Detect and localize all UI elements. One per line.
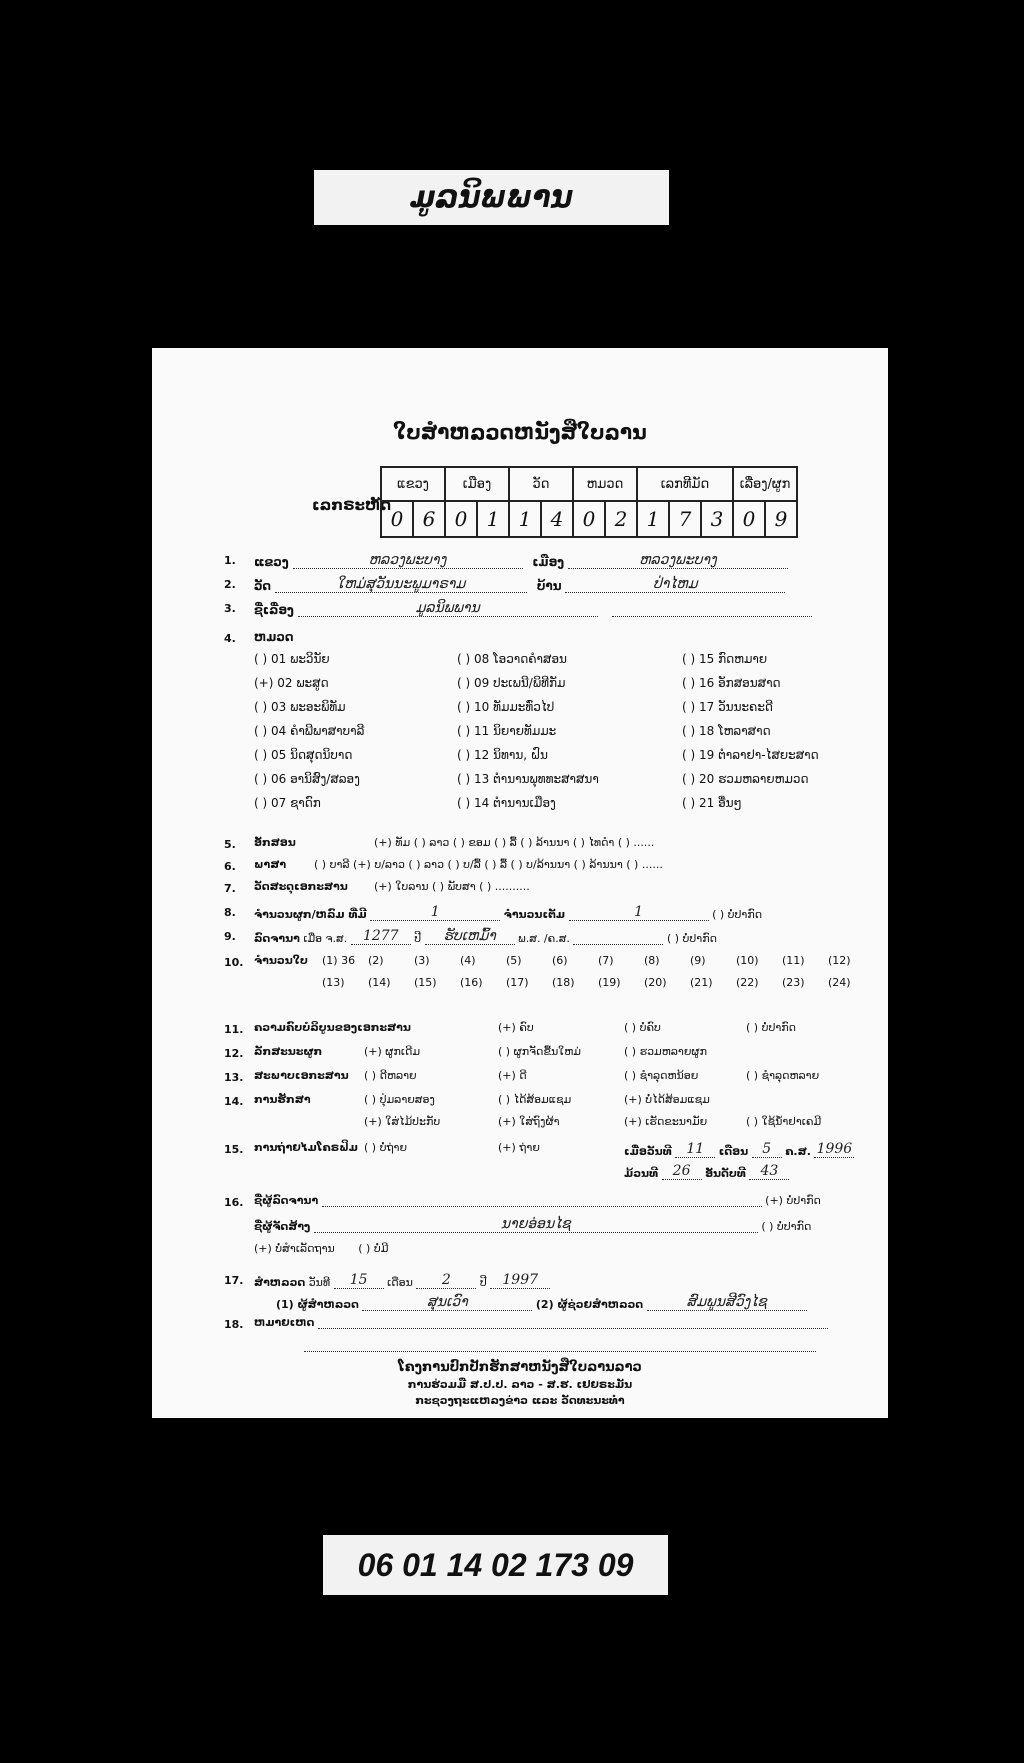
leaf-count-cell: (24) — [828, 976, 851, 989]
code-digit: 4 — [541, 501, 573, 537]
field-label: ຈຳນວນຜູກ/ຫລົມ ທີ່ມີ — [254, 908, 367, 921]
code-header-fascicle: ເລື່ອງ/ຜູກ — [733, 467, 797, 501]
survey-form-sheet — [152, 348, 888, 1418]
field-option[interactable]: ( ) ຊຳລຸດຫລາຍ — [746, 1069, 820, 1082]
field-option[interactable]: ( ) ບໍ່ມີ — [358, 1242, 389, 1255]
field-maker — [254, 1216, 811, 1233]
category-option[interactable]: ( ) 04 ຄຳພີພາສາບາລີ — [254, 724, 365, 738]
blank-line — [322, 1206, 762, 1207]
field-option[interactable]: (+) ໃສ່ຖົງຜ້າ — [498, 1115, 560, 1128]
category-option[interactable]: ( ) 08 ໂອວາດຄຳສອນ — [457, 652, 567, 666]
category-option[interactable]: ( ) 10 ທັມມະທົ່ວໄປ — [457, 700, 555, 714]
field-option[interactable]: ( ) ບໍ່ປາກົດ — [712, 908, 763, 921]
field-value: 1277 — [351, 928, 411, 945]
field-value: ນາຍອ່ອນໄຊ — [314, 1216, 758, 1233]
field-material — [254, 880, 530, 893]
field-option[interactable]: (+) ບໍ່ໄດ້ສ້ອມແຊມ — [624, 1093, 710, 1106]
leaf-count-cell: (21) — [690, 976, 713, 989]
field-number: 6. — [224, 860, 236, 873]
leaf-count-cell: (23) — [782, 976, 805, 989]
field-option[interactable]: (+) ດີ — [498, 1069, 527, 1082]
form-title: ໃບສຳຫລວດຫນັງສືໃບລານ — [393, 420, 647, 444]
category-option[interactable]: ( ) 18 ໂຫລາສາດ — [682, 724, 771, 738]
field-label: ຈຳນວນໃບ — [254, 954, 308, 967]
leaf-count-cell: (5) — [506, 954, 522, 967]
category-option[interactable]: ( ) 03 ພະອະພິທັມ — [254, 700, 346, 714]
field-label: ປີ — [414, 932, 422, 945]
field-label: ພ.ສ. /ຄ.ສ. — [518, 932, 570, 945]
field-number: 15. — [224, 1143, 244, 1156]
field-option[interactable]: (+) ຄົບ — [498, 1021, 534, 1034]
code-digit: 7 — [669, 501, 701, 537]
field-value: ຫລວງພະບາງ — [568, 552, 788, 569]
field-label: ວັດ — [254, 579, 272, 593]
category-option[interactable]: ( ) 19 ຕຳລາຢາ-ໄສຍະສາດ — [682, 748, 819, 762]
field-value: 26 — [662, 1163, 702, 1180]
field-temple — [254, 576, 785, 593]
field-survey-date — [254, 1272, 550, 1289]
leaf-count-cell: (18) — [552, 976, 575, 989]
field-label: ຈຳນວນເຕັມ — [503, 908, 566, 921]
leaf-count-cell: (11) — [782, 954, 805, 967]
field-value: ຮັບເຫມົ້າ — [425, 928, 515, 945]
field-label: ອັນດັບທີ — [705, 1167, 746, 1180]
field-number: 2. — [224, 578, 236, 591]
blank-line — [318, 1328, 828, 1329]
field-option[interactable]: ( ) ບໍ່ຄົບ — [624, 1021, 661, 1034]
category-option[interactable]: ( ) 15 ກົດຫມາຍ — [682, 652, 768, 666]
field-number: 5. — [224, 838, 236, 851]
field-value: 43 — [749, 1163, 789, 1180]
category-option[interactable]: ( ) 11 ນິຍາຍທັມມະ — [457, 724, 557, 738]
code-header-district: ເມືອງ — [445, 467, 509, 501]
field-label: ຄວາມຄົບບໍລິບູນຂອງເອກະສານ — [254, 1021, 411, 1034]
field-number: 3. — [224, 602, 236, 615]
field-option[interactable]: (+) ຜູກເດີມ — [364, 1045, 421, 1058]
field-option[interactable]: (+) ເຮັດຂະນາມັຍ — [624, 1115, 708, 1128]
field-number: 16. — [224, 1196, 244, 1209]
code-digit: 2 — [605, 501, 637, 537]
field-label: ວັດສະດຸເອກະສານ — [254, 880, 348, 893]
category-option[interactable]: ( ) 05 ນິດສຸດນິບາດ — [254, 748, 353, 762]
code-digit: 1 — [477, 501, 509, 537]
footer-ministry: ກະຊວງຖະແຫລງຂ່າວ ແລະ ວັດທະນະທຳ — [415, 1394, 625, 1407]
code-header-temple: ວັດ — [509, 467, 573, 501]
code-digit: 9 — [765, 501, 797, 537]
field-label: ຊື່ຜູ້ຈັດສ້າງ — [254, 1220, 311, 1233]
field-label: ຫມາຍເຫດ — [254, 1316, 315, 1329]
field-value: 1997 — [490, 1272, 550, 1289]
field-label: ອັກສອນ — [254, 836, 296, 849]
field-number: 9. — [224, 930, 236, 943]
field-label: ວັນທີ — [308, 1276, 331, 1289]
category-option[interactable]: ( ) 16 ອັກສອນສາດ — [682, 676, 781, 690]
leaf-count-cell: (10) — [736, 954, 759, 967]
field-label: ເດືອນ — [387, 1276, 413, 1289]
code-digit: 3 — [701, 501, 733, 537]
code-table — [380, 466, 798, 538]
code-label-bottom: 06 01 14 02 173 09 — [323, 1535, 668, 1595]
category-option[interactable]: ( ) 07 ຊາດົກ — [254, 796, 321, 810]
field-label: ສຳຫລວດ — [254, 1276, 306, 1289]
field-value: 11 — [675, 1141, 715, 1158]
footer-cooperation: ການຮ່ວມມື ສ.ປ.ປ. ລາວ - ສ.ຮ. ເຢຍຣະມັນ — [407, 1378, 633, 1391]
field-label: ເດືອນ — [718, 1145, 749, 1158]
field-number: 18. — [224, 1318, 244, 1331]
title-label-top: ມູລນິພພານ — [314, 170, 669, 225]
field-number: 4. — [224, 632, 236, 645]
blank-line — [573, 944, 663, 945]
field-label: ຊື່ເລື່ອງ — [254, 603, 294, 617]
microfilm-date — [624, 1141, 854, 1158]
leaf-count-row — [322, 954, 874, 967]
code-digit: 1 — [637, 501, 669, 537]
field-label: (1) ຜູ້ສຳຫລວດ — [276, 1298, 359, 1311]
field-number: 11. — [224, 1023, 244, 1036]
field-option[interactable]: (+) ບໍ່ປາກົດ — [765, 1194, 821, 1207]
field-value: 1996 — [814, 1141, 854, 1158]
leaf-count-cell: (3) — [414, 954, 430, 967]
leaf-count-cell: (6) — [552, 954, 568, 967]
field-surveyors — [276, 1294, 807, 1311]
leaf-count-cell: (17) — [506, 976, 529, 989]
field-maker-extra — [254, 1242, 388, 1255]
field-language — [254, 858, 663, 871]
leaf-count-cell: (14) — [368, 976, 391, 989]
code-digit: 0 — [381, 501, 413, 537]
field-label: ການຮັກສາ — [254, 1093, 311, 1106]
code-digit: 0 — [733, 501, 765, 537]
field-value: ໃຫມ່ສຸວັນນະພູມາຣາມ — [275, 576, 527, 593]
field-label: ຊື່ຜູ້ລົດຈານາ — [254, 1194, 319, 1207]
field-value: ປ່າໄຫມ — [565, 576, 785, 593]
field-label: ແຂວງ — [254, 555, 289, 569]
code-digit: 6 — [413, 501, 445, 537]
field-number: 7. — [224, 882, 236, 895]
field-option[interactable]: ( ) ດີຫລາຍ — [364, 1069, 417, 1082]
leaf-count-cell: (12) — [828, 954, 851, 967]
field-label: ປີ — [479, 1276, 487, 1289]
field-options[interactable]: ( ) ບາລີ (+) ບ/ລາວ ( ) ລາວ ( ) ບ/ລື້ ( ) ລື້ ( ) ບ/ລ້ານນາ ( ) ລ້ານນາ ( ) ...... — [314, 858, 663, 871]
field-label: ເມື່ອວັນທີ — [624, 1145, 672, 1158]
code-header-province: ແຂວງ — [381, 467, 445, 501]
category-option[interactable]: ( ) 01 ພະວິນັຍ — [254, 652, 330, 666]
field-option[interactable]: (+) ບໍ່ສຳເລັດຖານ — [254, 1242, 335, 1255]
field-options[interactable]: (+) ໃບລານ ( ) ພັບສາ ( ) .......... — [374, 880, 530, 893]
field-option[interactable]: ( ) ບໍ່ປາກົດ — [666, 932, 717, 945]
code-header-bundle: ເລກທີມັດ — [637, 467, 733, 501]
category-option[interactable]: ( ) 17 ວັນນະຄະດີ — [682, 700, 773, 714]
field-label: ລົດຈານາ — [254, 932, 300, 945]
code-digit: 1 — [509, 501, 541, 537]
leaf-count-cell: (9) — [690, 954, 706, 967]
code-header-category: ຫມວດ — [573, 467, 637, 501]
field-label: ມ້ວນທີ — [624, 1167, 659, 1180]
leaf-count-cell: (19) — [598, 976, 621, 989]
footer-project: ໂຄງການປົກປັກຮັກສາຫນັງສືໃບລານລາວ — [398, 1360, 642, 1375]
leaf-count-row — [322, 976, 874, 989]
field-value: 1 — [370, 904, 500, 921]
field-number: 17. — [224, 1274, 244, 1287]
field-label: ຫມວດ — [254, 630, 294, 644]
field-value: 2 — [416, 1272, 476, 1289]
leaf-count-cell: (7) — [598, 954, 614, 967]
field-option[interactable]: ( ) ຊຳລຸດຫນ້ອຍ — [624, 1069, 699, 1082]
field-title — [254, 600, 812, 617]
category-option[interactable]: ( ) 21 ອື່ນໆ — [682, 796, 742, 810]
field-number: 12. — [224, 1047, 244, 1060]
field-option[interactable]: ( ) ບໍ່ປາກົດ — [761, 1220, 812, 1233]
blank-line — [304, 1351, 816, 1352]
field-option[interactable]: ( ) ຜູກຈັດຂື້ນໃຫມ່ — [498, 1045, 581, 1058]
field-script — [254, 836, 654, 849]
field-option[interactable]: ( ) ຮວມຫລາຍຜູກ — [624, 1045, 707, 1058]
leaf-count-cell: (16) — [460, 976, 483, 989]
leaf-count-cell: (4) — [460, 954, 476, 967]
field-label: (2) ຜູ້ຊ່ວຍສຳຫລວດ — [535, 1298, 644, 1311]
category-option[interactable]: ( ) 12 ນິທານ, ຝົນ — [457, 748, 548, 762]
field-label: ຄ.ສ. — [785, 1145, 811, 1158]
field-donor — [254, 1194, 821, 1207]
leaf-count-cell: (2) — [368, 954, 384, 967]
code-label: ເລກຣະຫັດ — [312, 496, 392, 514]
leaf-count-cell: (22) — [736, 976, 759, 989]
field-label: ລັກສະນະຜູກ — [254, 1045, 323, 1058]
leaf-count-cell: (1) 36 — [322, 954, 356, 967]
field-option[interactable]: ( ) ໃຊ້ນ້ຳຢາເຄມີ — [746, 1115, 822, 1128]
remarks-line — [304, 1338, 816, 1352]
field-remarks — [254, 1316, 828, 1329]
field-value: 1 — [569, 904, 709, 921]
field-option[interactable]: ( ) ບໍ່ຖ່າຍ — [364, 1141, 408, 1154]
field-number: 13. — [224, 1071, 244, 1084]
field-number: 10. — [224, 956, 244, 969]
leaf-count-cell: (20) — [644, 976, 667, 989]
category-option[interactable]: ( ) 09 ປະເພນີ/ພິທີກັມ — [457, 676, 566, 690]
field-label: ພາສາ — [254, 858, 287, 871]
field-label: ການຖ່າຍໄມໂຄຣຟິມ — [254, 1141, 358, 1154]
leaf-count-cell: (15) — [414, 976, 437, 989]
field-option[interactable]: ( ) ປຸ່ມລາຍສອງ — [364, 1093, 435, 1106]
leaf-count-cell: (13) — [322, 976, 345, 989]
leaf-count-cell: (8) — [644, 954, 660, 967]
field-value: ມູລນິພພານ — [298, 600, 598, 617]
field-value: ສຸນເວົາ — [362, 1294, 532, 1311]
field-option[interactable]: ( ) ບໍ່ປາກົດ — [746, 1021, 796, 1034]
field-fascicle-count — [254, 904, 762, 921]
field-label: ເມື່ອ ຈ.ສ. — [303, 932, 348, 945]
category-option[interactable]: ( ) 20 ຮວມຫລາຍຫມວດ — [682, 772, 809, 786]
field-value: ສົມພູນສີວົງໄຊ — [647, 1294, 807, 1311]
field-label: ເມືອງ — [532, 555, 565, 569]
field-label: ບ້ານ — [536, 579, 562, 593]
field-option[interactable]: (+) ໃສ່ໄມ້ປະກັບ — [364, 1115, 441, 1128]
field-number: 1. — [224, 554, 236, 567]
category-option[interactable]: ( ) 13 ຕຳນານພຸທທະສາສນາ — [457, 772, 599, 786]
field-options[interactable]: (+) ທັມ ( ) ລາວ ( ) ຂອມ ( ) ລື້ ( ) ລ້ານນາ ( ) ໄທດຳ ( ) ...... — [374, 836, 655, 849]
code-digit: 0 — [573, 501, 605, 537]
field-option[interactable]: (+) ຖ່າຍ — [498, 1141, 540, 1154]
blank-line — [612, 616, 812, 617]
category-option[interactable]: ( ) 06 ອານິສົງ/ສລອງ — [254, 772, 360, 786]
field-inscription — [254, 928, 717, 945]
field-value: 15 — [334, 1272, 384, 1289]
code-digit: 0 — [445, 501, 477, 537]
field-value: 5 — [752, 1141, 782, 1158]
field-option[interactable]: ( ) ໄດ້ສ້ອມແຊມ — [498, 1093, 572, 1106]
category-option[interactable]: (+) 02 ພະສູດ — [254, 676, 329, 690]
field-province — [254, 552, 788, 569]
field-value: ຫລວງພະບາງ — [293, 552, 523, 569]
field-number: 8. — [224, 906, 236, 919]
microfilm-reel — [624, 1163, 789, 1180]
field-number: 14. — [224, 1095, 244, 1108]
field-label: ສະພາບເອກະສານ — [254, 1069, 349, 1082]
category-option[interactable]: ( ) 14 ຕຳນານເມືອງ — [457, 796, 556, 810]
